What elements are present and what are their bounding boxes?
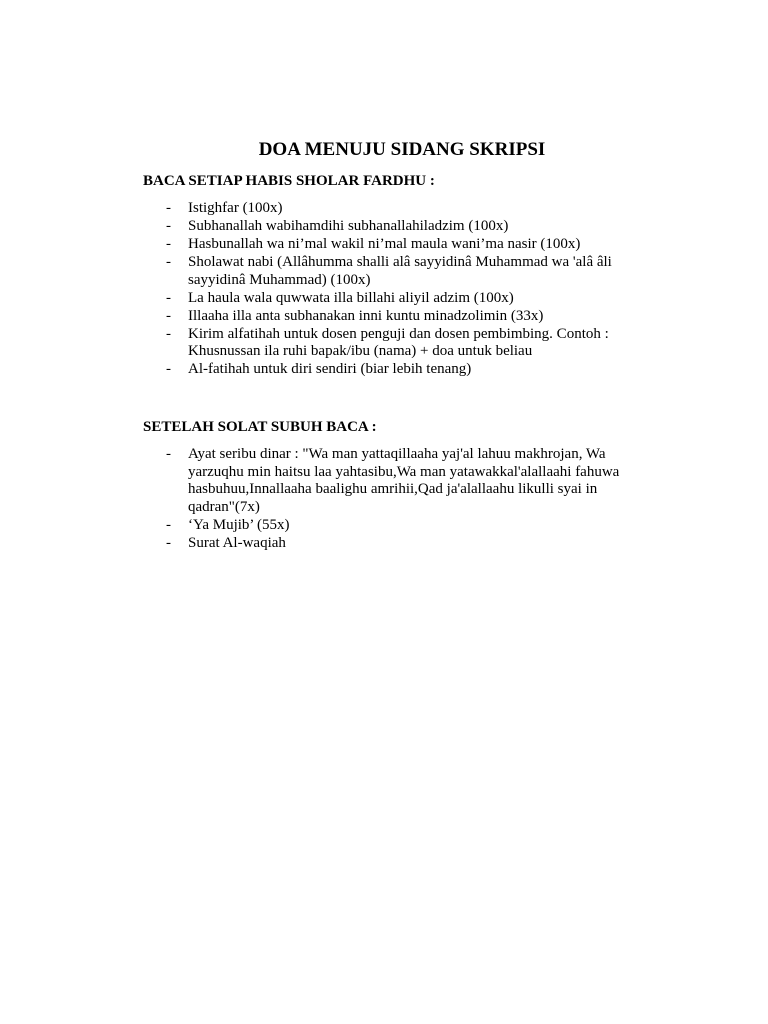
section-heading-after-subuh: SETELAH SOLAT SUBUH BACA : (143, 419, 377, 435)
list-after-subuh (0, 446, 768, 553)
list-item (0, 218, 628, 236)
list-item-text: Sholawat nabi (Allâhumma shalli alâ sayyidinâ Muhammad wa 'alâ âli sayyidinâ Muhammad) (100x) (188, 254, 612, 288)
list-item (0, 517, 628, 535)
section-heading-after-prayer: BACA SETIAP HABIS SHOLAR FARDHU : (143, 173, 435, 189)
list-item-text: ‘Ya Mujib’ (55x) (188, 516, 290, 533)
bullet-dash: - (166, 516, 171, 533)
bullet-dash: - (166, 325, 171, 342)
list-item-text: Illaaha illa anta subhanakan inni kuntu minadzolimin (33x) (188, 307, 544, 324)
list-item (0, 535, 628, 553)
list-item (0, 290, 628, 308)
list-item-text: Istighfar (100x) (188, 200, 283, 216)
list-item (0, 236, 628, 254)
list-item (0, 308, 628, 326)
bullet-dash: - (166, 218, 171, 234)
list-item-text: Surat Al-waqiah (188, 534, 286, 551)
list-after-prayer (0, 200, 768, 379)
list-item-text: Kirim alfatihah untuk dosen penguji dan dosen pembimbing. Contoh : Khusnussan ila ruhi bapak/ibu (nama) + doa untuk beliau (188, 325, 609, 359)
bullet-dash: - (166, 236, 171, 252)
bullet-dash: - (166, 254, 171, 270)
list-item-text: La haula wala quwwata illa billahi aliyil adzim (100x) (188, 289, 514, 306)
list-item (0, 446, 628, 516)
page-title: DOA MENUJU SIDANG SKRIPSI (258, 139, 546, 160)
list-item (0, 254, 628, 289)
bullet-dash: - (166, 200, 171, 216)
list-item (0, 361, 628, 379)
list-item (0, 326, 628, 361)
list-item-text: Al-fatihah untuk diri sendiri (biar lebih tenang) (188, 361, 472, 377)
bullet-dash: - (166, 289, 171, 306)
list-item (0, 200, 628, 218)
list-item-text: Ayat seribu dinar : "Wa man yattaqillaaha yaj'al lahuu makhrojan, Wa yarzuqhu min haitsu laa yahtasibu,Wa man yatawakkal'alallaahi fahuwa hasbuhuu,Innallaaha baalighu amrihii,Qad ja'alallaahu likulli syai in qadran"(7x) (188, 446, 620, 515)
bullet-dash: - (166, 361, 171, 377)
list-item-text: Subhanallah wabihamdihi subhanallahiladzim (100x) (188, 218, 509, 234)
bullet-dash: - (166, 534, 171, 551)
bullet-dash: - (166, 307, 171, 324)
bullet-dash: - (166, 446, 171, 462)
list-item-text: Hasbunallah wa ni’mal wakil ni’mal maula wani’ma nasir (100x) (188, 236, 581, 252)
